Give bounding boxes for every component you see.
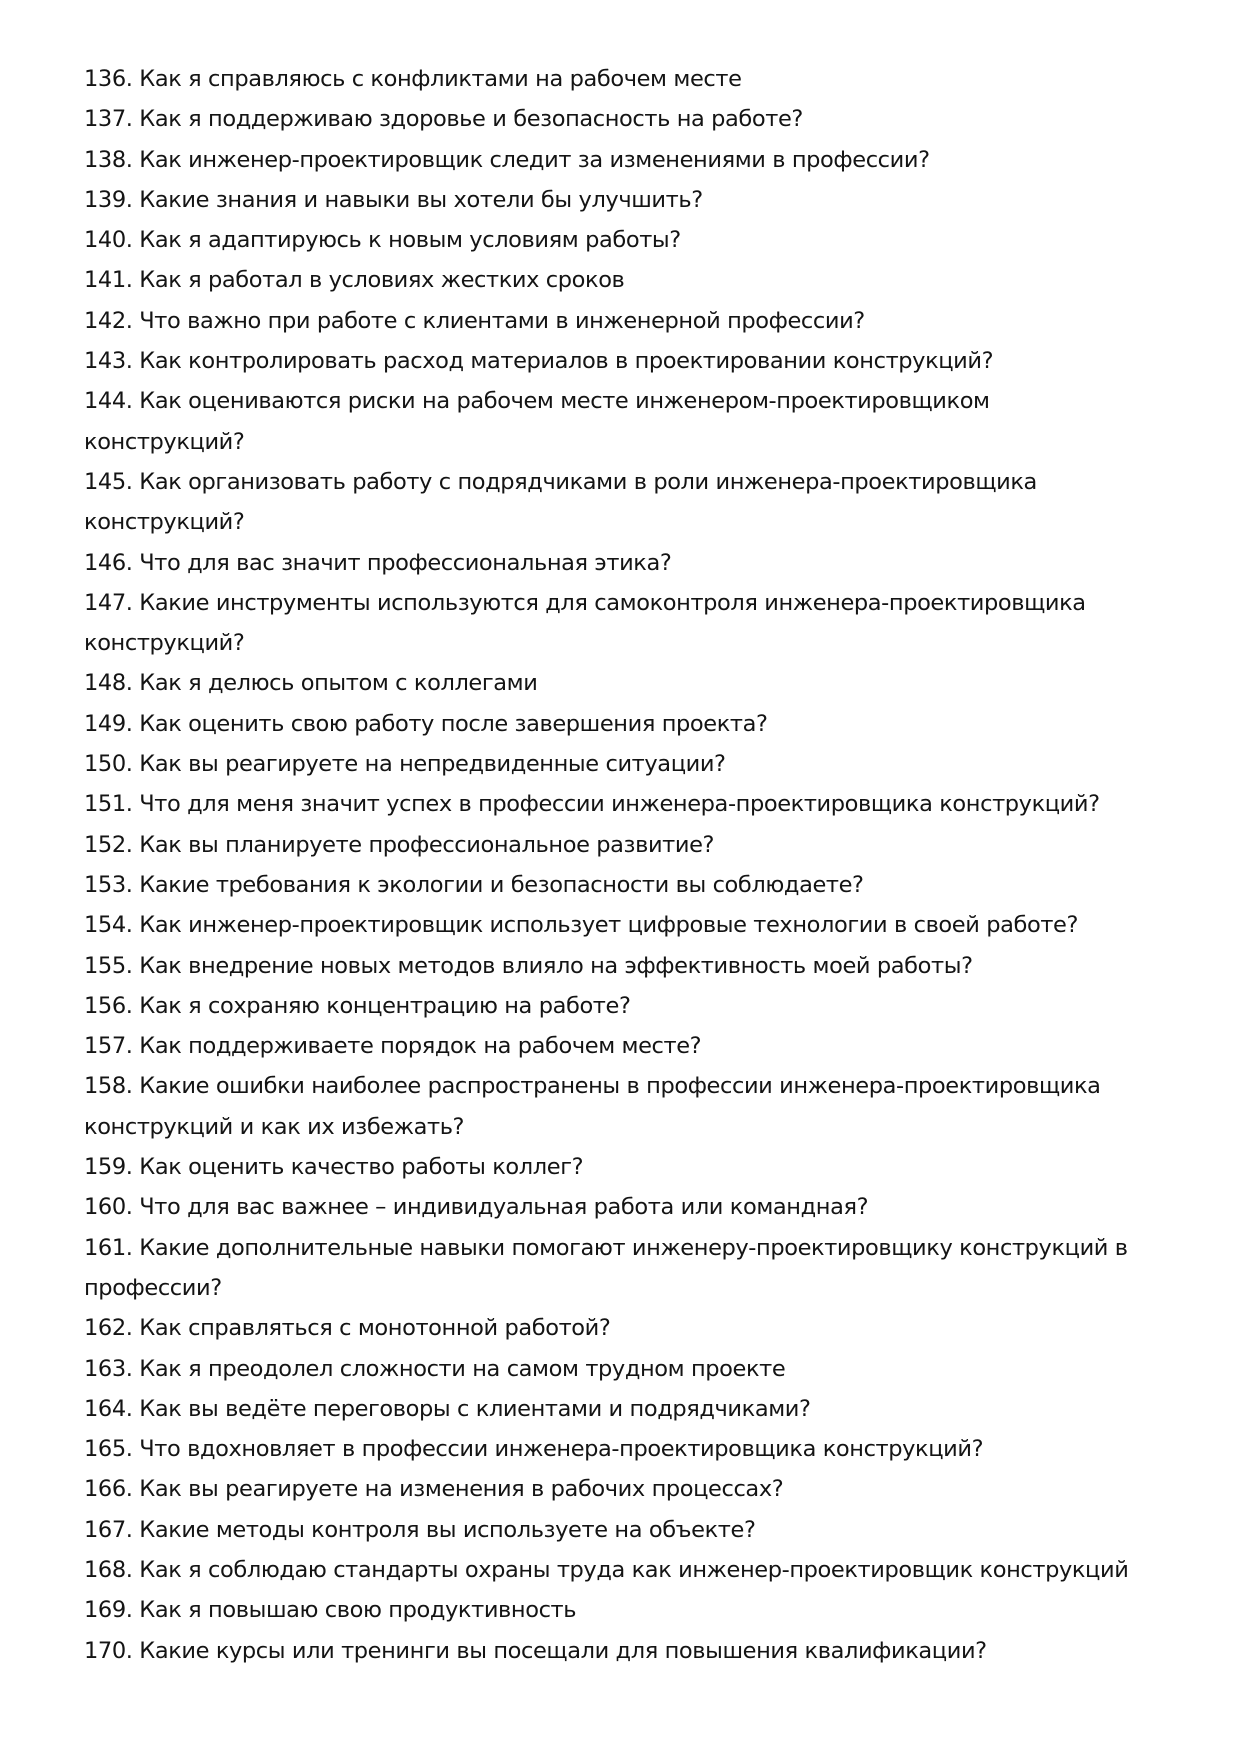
question-item: 168. Как я соблюдаю стандарты охраны труда как инженер-проектировщик конструкций	[84, 1556, 1129, 1583]
question-item: 140. Как я адаптируюсь к новым условиям работы?	[84, 227, 681, 254]
question-item: 163. Как я преодолел сложности на самом трудном проекте	[84, 1355, 786, 1382]
question-item: 167. Какие методы контроля вы используете на объекте?	[84, 1516, 756, 1543]
question-item: 169. Как я повышаю свою продуктивность	[84, 1597, 577, 1624]
question-item: 159. Как оценить качество работы коллег?	[84, 1154, 584, 1181]
question-item: 158. Какие ошибки наиболее распространены в профессии инженера-проектировщика конструкций и как их избежать?	[84, 1073, 1101, 1140]
document-page	[84, 59, 1154, 1671]
question-item: 145. Как организовать работу с подрядчиками в роли инженера-проектировщика конструкций?	[84, 468, 1037, 536]
question-item: 164. Как вы ведёте переговоры с клиентами и подрядчиками?	[84, 1395, 811, 1422]
question-item: 161. Какие дополнительные навыки помогают инженеру-проектировщику конструкций в профессии?	[84, 1234, 1128, 1301]
question-item: 156. Как я сохраняю концентрацию на работе?	[84, 992, 631, 1019]
question-list	[84, 59, 1154, 1671]
question-item: 162. Как справляться с монотонной работой?	[84, 1315, 611, 1342]
question-item: 152. Как вы планируете профессиональное развитие?	[84, 831, 715, 858]
question-item: 154. Как инженер-проектировщик использует цифровые технологии в своей работе?	[84, 912, 1079, 939]
question-item: 143. Как контролировать расход материалов в проектировании конструкций?	[84, 348, 994, 375]
question-item: 166. Как вы реагируете на изменения в рабочих процессах?	[84, 1476, 784, 1503]
question-item: 151. Что для меня значит успех в профессии инженера-проектировщика конструкций?	[84, 791, 1100, 818]
question-item: 150. Как вы реагируете на непредвиденные ситуации?	[84, 751, 726, 778]
question-item: 148. Как я делюсь опытом с коллегами	[84, 670, 538, 697]
question-item: 147. Какие инструменты используются для самоконтроля инженера-проектировщика конструкций?	[84, 589, 1086, 657]
question-item: 137. Как я поддерживаю здоровье и безопасность на работе?	[84, 106, 803, 133]
question-item: 144. Как оцениваются риски на рабочем месте инженером-проектировщиком конструкций?	[84, 388, 990, 455]
question-item: 160. Что для вас важнее – индивидуальная работа или командная?	[84, 1194, 869, 1221]
question-item: 138. Как инженер-проектировщик следит за изменениями в профессии?	[84, 146, 930, 173]
question-item: 146. Что для вас значит профессиональная этика?	[84, 549, 672, 576]
question-item: 149. Как оценить свою работу после завершения проекта?	[84, 710, 768, 737]
question-item: 165. Что вдохновляет в профессии инженера-проектировщика конструкций?	[84, 1436, 984, 1463]
question-item: 170. Какие курсы или тренинги вы посещали для повышения квалификации?	[84, 1637, 987, 1664]
question-item: 142. Что важно при работе с клиентами в инженерной профессии?	[84, 307, 865, 334]
question-item: 139. Какие знания и навыки вы хотели бы улучшить?	[84, 186, 703, 213]
question-item: 153. Какие требования к экологии и безопасности вы соблюдаете?	[84, 871, 864, 898]
question-item: 155. Как внедрение новых методов влияло на эффективность моей работы?	[84, 952, 973, 979]
question-item: 157. Как поддерживаете порядок на рабочем месте?	[84, 1033, 702, 1060]
question-item: 141. Как я работал в условиях жестких сроков	[84, 267, 625, 294]
question-item: 136. Как я справляюсь с конфликтами на рабочем месте	[84, 66, 742, 92]
